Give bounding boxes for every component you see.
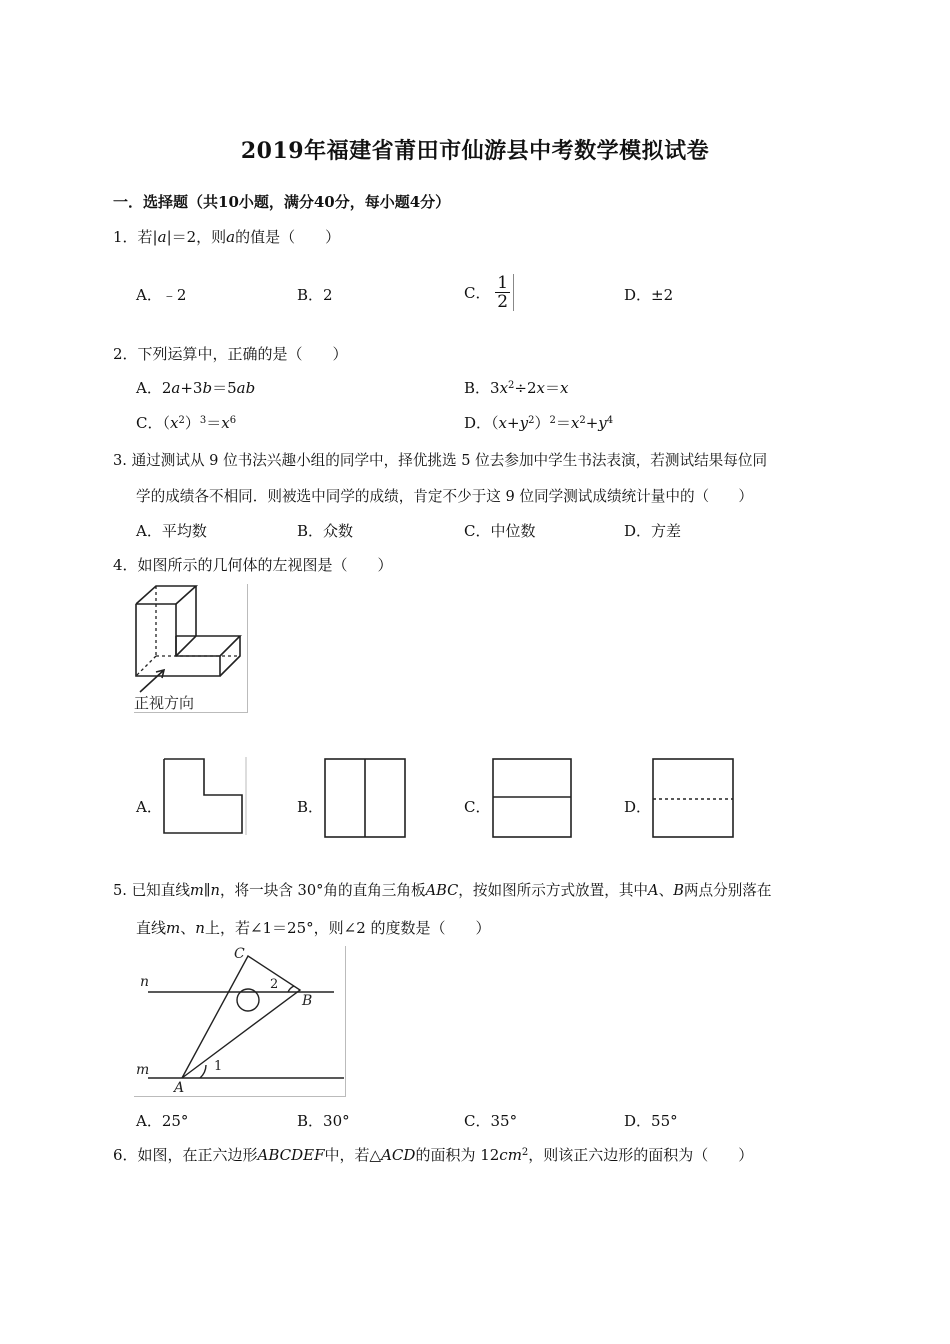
q4-option-b-figure[interactable]: [323, 757, 407, 839]
q2-option-b[interactable]: B．$3x^2\div 2x=x$: [464, 379, 569, 397]
q4-option-c-label[interactable]: C．: [464, 798, 491, 816]
question-4: 4．如图所示的几何体的左视图是（ ）: [113, 556, 393, 574]
triangle-abc: [182, 956, 300, 1078]
q5-option-b[interactable]: B．30°: [297, 1112, 350, 1130]
q2-option-a[interactable]: A．2a+3b＝5ab: [136, 379, 256, 397]
q1-option-a[interactable]: A．﹣2: [136, 286, 187, 304]
q4-option-a-figure[interactable]: [162, 757, 248, 835]
question-2: 2．下列运算中，正确的是（ ）: [113, 345, 348, 363]
label-b: B: [302, 993, 313, 1009]
q1-number: 1．: [113, 228, 138, 246]
q3-option-c[interactable]: C．中位数: [464, 522, 536, 540]
q1-option-c[interactable]: C． $\frac{1}{2}$: [464, 274, 514, 311]
q3-option-b[interactable]: B．众数: [297, 522, 354, 540]
q5-option-a[interactable]: A．25°: [136, 1112, 189, 1130]
q4-option-d-label[interactable]: D．: [624, 798, 652, 816]
q5-option-c[interactable]: C．35°: [464, 1112, 518, 1130]
q3-option-a[interactable]: A．平均数: [136, 522, 207, 540]
label-m: m: [136, 1062, 150, 1078]
angle-1-arc: [200, 1065, 206, 1078]
question-3-line1: 3. 通过测试从 9 位书法兴趣小组的同学中，择优挑选 5 位去参加中学生书法表演，若测试结果每位同: [113, 452, 768, 469]
q4-option-b-label[interactable]: B．: [297, 798, 324, 816]
question-1: 1．若|a|＝2，则a的值是（ ）: [113, 228, 341, 246]
section-heading: 一．选择题（共10小题，满分40分，每小题4分）: [113, 193, 451, 211]
q3-option-d[interactable]: D．方差: [624, 522, 682, 540]
q1-option-d[interactable]: D．±2: [624, 286, 674, 304]
label-a: A: [174, 1080, 185, 1096]
question-5-line1: 5. 已知直线m∥n，将一块含 30°角的直角三角板ABC，按如图所示方式放置，其中A、B两点分别落在: [113, 882, 772, 899]
label-n: n: [140, 974, 150, 990]
q4-caption: 正视方向: [134, 695, 195, 712]
q5-option-d[interactable]: D．55°: [624, 1112, 678, 1130]
label-angle-1: 1: [214, 1059, 223, 1074]
question-5-line2: 直线m、n上，若∠1＝25°，则∠2 的度数是（ ）: [136, 919, 491, 937]
q5-triangle-figure: [134, 946, 345, 1096]
page-title: 2019年福建省莆田市仙游县中考数学模拟试卷: [240, 138, 710, 164]
view-direction-arrow: [140, 670, 164, 692]
q4-option-a-label[interactable]: A．: [136, 798, 162, 816]
q4-solid-drawing: [134, 584, 247, 712]
q4-option-c-figure[interactable]: [491, 757, 573, 839]
label-angle-2: 2: [270, 977, 279, 992]
q2-option-c[interactable]: C．$(x^2)^3=x^6$: [136, 414, 237, 432]
q1-option-b[interactable]: B．2: [297, 286, 333, 304]
label-c: C: [234, 946, 245, 962]
angle-2-arc: [288, 986, 294, 992]
fraction-one-half: $\frac{1}{2}$: [495, 274, 514, 311]
q2-option-d[interactable]: D．$(x+y^2)^2=x^2+y^4$: [464, 414, 614, 432]
question-6: 6．如图，在正六边形ABCDEF中，若△ACD的面积为 $12cm^2$，则该正六边形的面积为（ ）: [113, 1146, 754, 1164]
question-3-line2: 学的成绩各不相同．则被选中同学的成绩，肯定不少于这 9 位同学测试成绩统计量中的（ ）: [136, 488, 753, 505]
q4-option-d-figure[interactable]: [651, 757, 735, 839]
